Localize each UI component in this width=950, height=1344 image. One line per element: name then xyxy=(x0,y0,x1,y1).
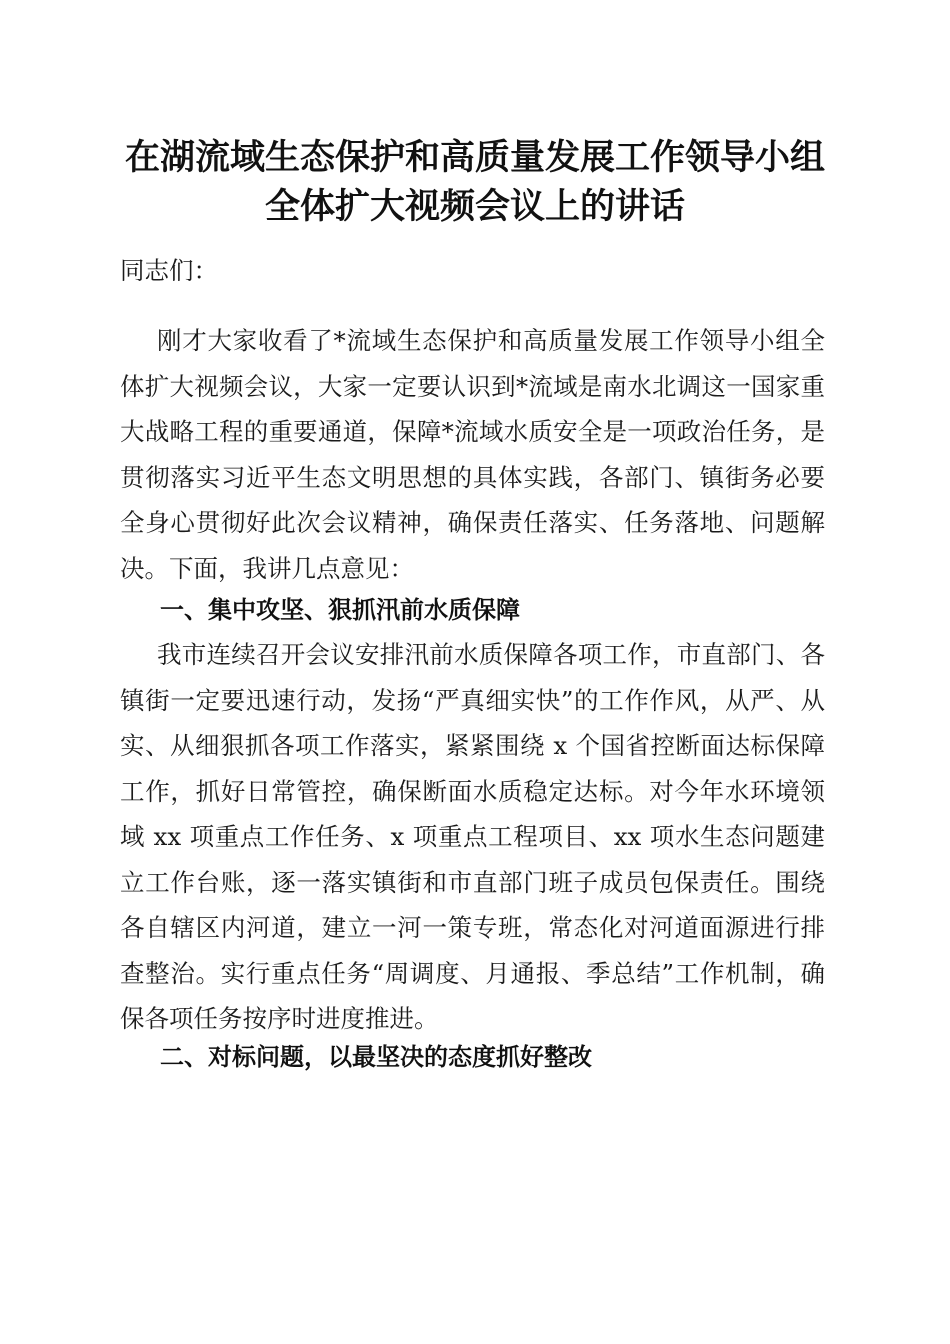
greeting: 同志们： xyxy=(120,256,218,285)
title-line-2: 全体扩大视频会议上的讲话 xyxy=(264,186,685,227)
paragraph-intro: 刚才大家收看了*流域生态保护和高质量发展工作领导小组全体扩大视频会议，大家一定要认识到*流域是南水北调这一国家重大战略工程的重要通道，保障*流域水质安全是一项政治任务，是贯彻落实习近平生态文明思想的具体实践，各部门、镇街务必要全身心贯彻好此次会议精神，确保责任落实、任务落地、问题解决。下面，我讲几点意见： xyxy=(120,326,825,583)
section-heading-1: 一、集中攻坚、狠抓汛前水质保障 xyxy=(160,596,520,624)
document-title xyxy=(100,133,850,231)
section-heading-2: 二、对标问题，以最坚决的态度抓好整改 xyxy=(160,1043,592,1071)
paragraph-section-1: 我市连续召开会议安排汛前水质保障各项工作，市直部门、各镇街一定要迅速行动，发扬“严真细实快”的工作作风，从严、从实、从细狠抓各项工作落实，紧紧围绕 x 个国省控断面达标保障工作，抓好日常管控，确保断面水质稳定达标。对今年水环境领域 xx 项重点工作任务、x 项重点工程项目、xx 项水生态问题建立工作台账，逐一落实镇街和市直部门班子成员包保责任。围绕各自辖区内河道，建立一河一策专班，常态化对河道面源进行排查整治。实行重点任务“周调度、月通报、季总结”工作机制，确保各项任务按序时进度推进。 xyxy=(120,640,825,1033)
title-line-1: 在湖流域生态保护和高质量发展工作领导小组 xyxy=(124,137,825,178)
